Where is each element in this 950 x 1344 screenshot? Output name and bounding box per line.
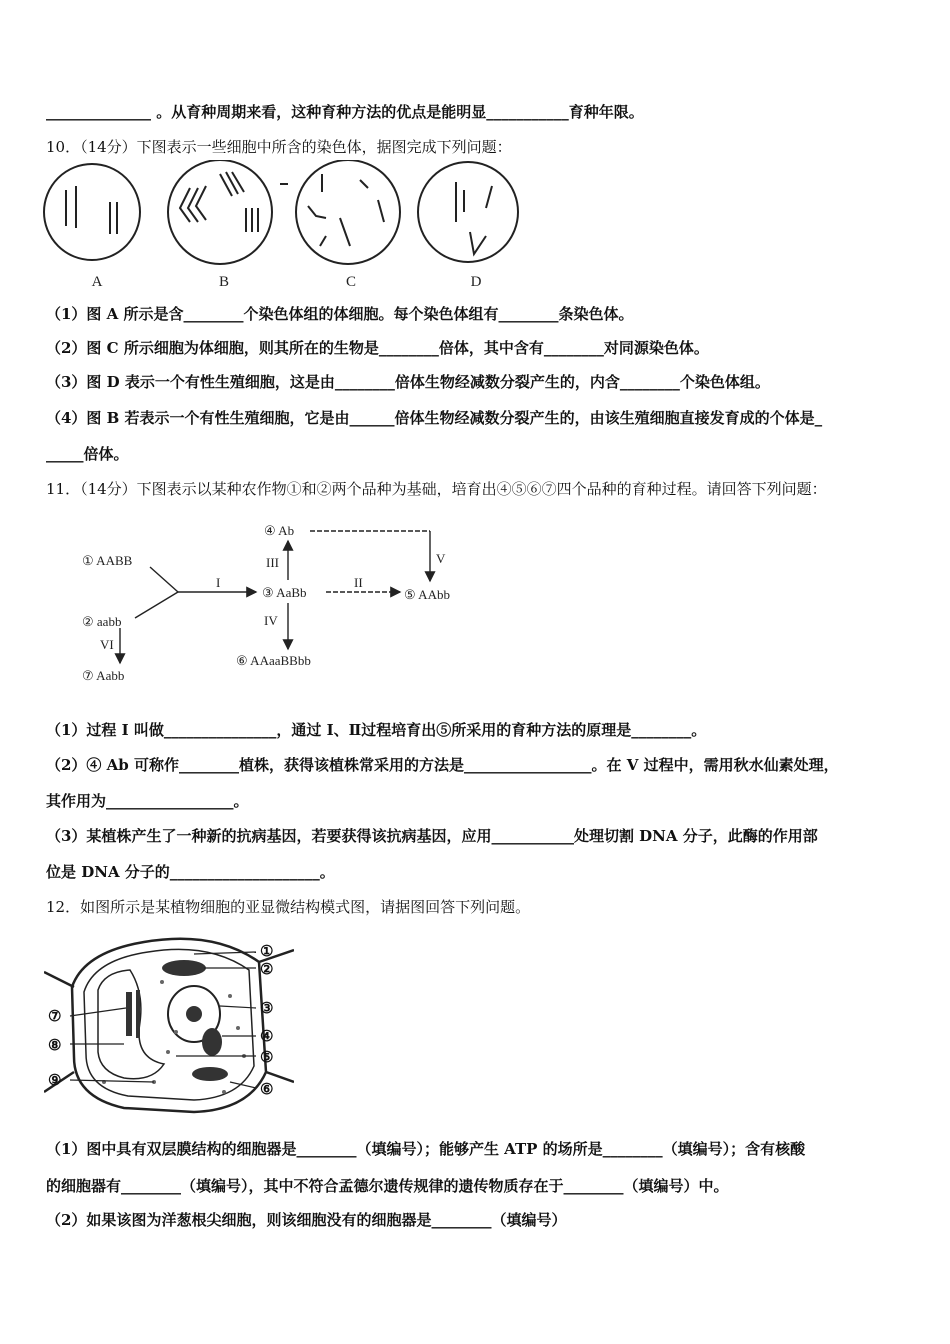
- label-3: ③: [260, 1001, 274, 1017]
- q10-sub3: （3）图 D 表示一个有性生殖细胞，这是由________倍体生物经减数分裂产生的，内含________个染色体组。: [46, 373, 770, 391]
- question-10-title: 10．（14分）下图表示一些细胞中所含的染色体，据图完成下列问题：: [46, 138, 512, 156]
- label-d: D: [470, 274, 482, 290]
- label-9: ⑨: [48, 1073, 62, 1089]
- question-12-title: 12．如图所示是某植物细胞的亚显微结构模式图，请据图回答下列问题。: [46, 898, 531, 916]
- q9-tail-line: ______________ 。从育种周期来看，这种育种方法的优点是能明显___________育种年限。: [46, 103, 644, 121]
- label-c: C: [345, 274, 357, 290]
- q10-sub1: （1）图 A 所示是含________个染色体组的体细胞。每个染色体组有________条染色体。: [46, 305, 634, 323]
- node-3: ③ AaBb: [262, 585, 307, 600]
- label-2: ②: [260, 962, 274, 978]
- label-4: ④: [260, 1029, 274, 1045]
- label-b: B: [218, 274, 230, 290]
- q10-sub4: （4）图 B 若表示一个有性生殖细胞，它是由______倍体生物经减数分裂产生的，由该生殖细胞直接发育成的个体是_: [46, 409, 823, 427]
- label-a: A: [91, 274, 103, 290]
- process-5: V: [436, 551, 446, 566]
- q12-sub1-cont: 的细胞器有________（填编号），其中不符合孟德尔遗传规律的遗传物质存在于________（填编号）中。: [46, 1177, 729, 1195]
- q11-sub2-cont: 其作用为_________________。: [46, 792, 249, 810]
- q10-sub2: （2）图 C 所示细胞为体细胞，则其所在的生物是________倍体，其中含有________对同源染色体。: [46, 339, 709, 357]
- q11-breeding-diagram: [70, 515, 490, 690]
- node-4: ④ Ab: [264, 523, 295, 538]
- node-2: ② aabb: [82, 614, 122, 629]
- label-8: ⑧: [48, 1038, 62, 1054]
- q11-sub1: （1）过程 I 叫做_______________，通过 I、Ⅱ过程培育出⑤所采用的育种方法的原理是________。: [46, 721, 707, 739]
- q12-sub1: （1）图中具有双层膜结构的细胞器是________（填编号）；能够产生 ATP 的场所是________（填编号）；含有核酸: [46, 1140, 806, 1158]
- question-11-title: 11．（14分）下图表示以某种农作物①和②两个品种为基础，培育出④⑤⑥⑦四个品种的育种过程。请回答下列问题：: [46, 480, 827, 498]
- process-1: I: [216, 575, 221, 590]
- q12-plant-cell-figure: [44, 932, 294, 1122]
- process-4: IV: [264, 613, 278, 628]
- label-1: ①: [260, 944, 274, 960]
- cell-a-circle: [44, 164, 140, 260]
- label-5: ⑤: [260, 1050, 274, 1066]
- process-2: II: [354, 575, 363, 590]
- q12-sub2: （2）如果该图为洋葱根尖细胞，则该细胞没有的细胞器是________（填编号）: [46, 1211, 567, 1229]
- q11-sub3: （3）某植株产生了一种新的抗病基因，若要获得该抗病基因，应用___________处理切割 DNA 分子，此酶的作用部: [46, 827, 818, 845]
- label-7: ⑦: [48, 1009, 62, 1025]
- node-7: ⑦ Aabb: [82, 668, 125, 683]
- process-6: VI: [100, 637, 114, 652]
- q11-sub2: （2）④ Ab 可称作________植株，获得该植株常采用的方法是_________________。在 V 过程中，需用秋水仙素处理，: [46, 756, 839, 774]
- cell-d-circle: [418, 162, 518, 262]
- node-6: ⑥ AAaaBBbb: [236, 653, 311, 668]
- q10-chromosome-figure: [40, 160, 530, 295]
- process-3: III: [266, 555, 279, 570]
- node-1: ① AABB: [82, 553, 133, 568]
- q10-sub4-cont: _____倍体。: [46, 445, 129, 463]
- label-6: ⑥: [260, 1082, 274, 1098]
- node-5: ⑤ AAbb: [404, 587, 450, 602]
- q11-sub3-cont: 位是 DNA 分子的____________________。: [46, 863, 335, 881]
